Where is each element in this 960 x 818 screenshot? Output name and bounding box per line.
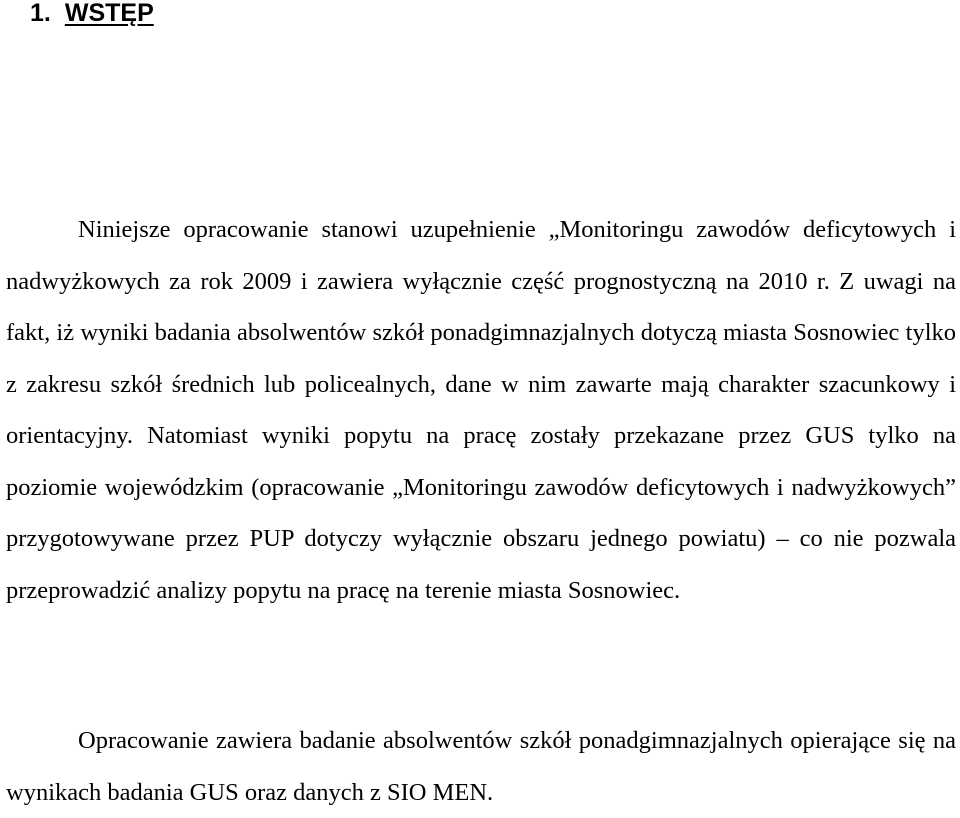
section-heading [30, 0, 154, 30]
paragraph-text: Opracowanie zawiera badanie absolwentów szkół ponadgimnazjalnych opierające się na wynikach badania GUS oraz danych z SIO MEN. [6, 727, 956, 806]
paragraph-text: Niniejsze opracowanie stanowi uzupełnienie „Monitoringu zawodów deficytowych i nadwyżkowych za rok 2009 i zawiera wyłącznie część prognostyczną na 2010 r. Z uwagi na fakt, iż wyniki badania absolwentów szkół ponadgimnazjalnych dotyczą miasta Sosnowiec tylko z zakresu szkół średnich lub policealnych, dane w nim zawarte mają charakter szacunkowy i orientacyjny. Natomiast wyniki popytu na pracę zostały przekazane przez GUS tylko na poziomie wojewódzkim (opracowanie „Monitoringu zawodów deficytowych i nadwyżkowych” przygotowywane przez PUP dotyczy wyłącznie obszaru jednego powiatu) – co nie pozwala przeprowadzić analizy popytu na pracę na terenie miasta Sosnowiec. [6, 216, 956, 604]
section-title: WSTĘP [64, 0, 154, 27]
paragraph-introduction [6, 204, 956, 616]
section-number: 1. [30, 0, 51, 27]
paragraph-scope [6, 715, 956, 818]
